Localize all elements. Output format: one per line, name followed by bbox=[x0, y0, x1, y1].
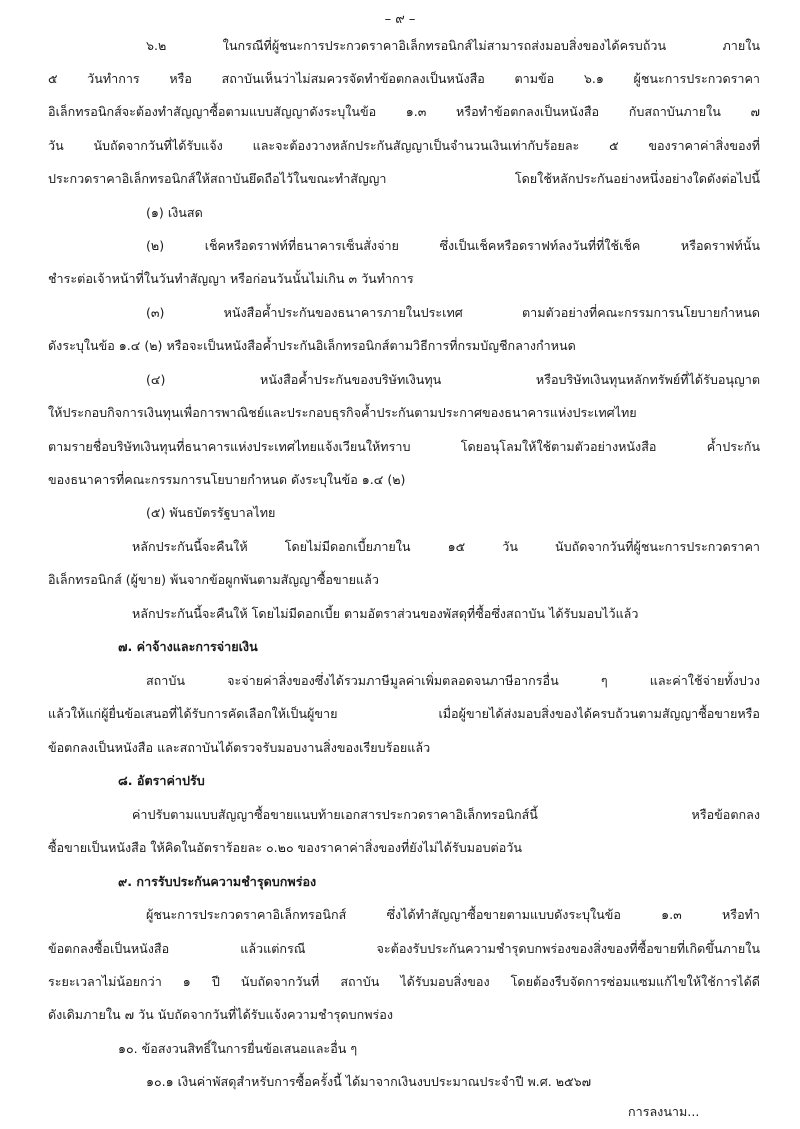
section-10-1-line: ๑๐.๑ เงินค่าพัสดุสำหรับการซื้อครั้งนี้ ได้มาจากเงินงบประมาณประจำปี พ.ศ. ๒๕๖๗ bbox=[146, 1074, 592, 1089]
guarantee-return-line-2: อิเล็กทรอนิกส์ (ผู้ขาย) พ้นจากข้อผูกพันตามสัญญาซื้อขายแล้ว bbox=[48, 572, 379, 587]
section-10-heading: ๑๐. ข้อสงวนสิทธิ์ในการยื่นข้อเสนอและอื่น ๆ bbox=[118, 1041, 358, 1056]
item-4-line-2: ให้ประกอบกิจการเงินทุนเพื่อการพาณิชย์และประกอบธุรกิจค้ำประกันตามประกาศของธนาคารแห่งประเทศไทย bbox=[48, 405, 637, 420]
item-4-line-4: ของธนาคารที่คณะกรรมการนโยบายกำหนด ดังระบุในข้อ ๑.๔ (๒) bbox=[48, 472, 406, 487]
section-7-line-1: สถาบัน จะจ่ายค่าสิ่งของซึ่งได้รวมภาษีมูลค่าเพิ่มตลอดจนภาษีอากรอื่น ๆ และค่าใช้จ่ายทั้งปวง bbox=[146, 673, 760, 688]
section-9-line-4: ดังเดิมภายใน ๗ วัน นับถัดจากวันที่ได้รับแจ้งความชำรุดบกพร่อง bbox=[48, 1007, 393, 1022]
item-5-bonds: (๕) พันธบัตรรัฐบาลไทย bbox=[146, 505, 276, 520]
para-6-2-line-5: ประกวดราคาอิเล็กทรอนิกส์ให้สถาบันยึดถือไว้ในขณะทำสัญญา โดยใช้หลักประกันอย่างหนึ่งอย่างใดดังต่อไปนี้ bbox=[48, 171, 760, 186]
section-8-line-2: ซื้อขายเป็นหนังสือ ให้คิดในอัตราร้อยละ ๐.๒๐ ของราคาค่าสิ่งของที่ยังไม่ได้รับมอบต่อวัน bbox=[48, 840, 522, 855]
item-3-line-2: ดังระบุในข้อ ๑.๔ (๒) หรือจะเป็นหนังสือค้ำประกันอิเล็กทรอนิกส์ตามวิธีการที่กรมบัญชีกลางกำหนด bbox=[48, 338, 576, 353]
item-2-line-1: (๒) เช็คหรือดราฟท์ที่ธนาคารเซ็นสั่งจ่าย ซึ่งเป็นเช็คหรือดราฟท์ลงวันที่ที่ใช้เช็ค หรือดราฟท์นั้น bbox=[146, 238, 760, 253]
item-4-line-1: (๔) หนังสือค้ำประกันของบริษัทเงินทุน หรือบริษัทเงินทุนหลักทรัพย์ที่ได้รับอนุญาต bbox=[146, 372, 760, 387]
section-9-line-3: ระยะเวลาไม่น้อยกว่า ๑ ปี นับถัดจากวันที่ สถาบัน ได้รับมอบสิ่งของ โดยต้องรีบจัดการซ่อมแซมแก้ไขให้ใช้การได้ดี bbox=[48, 974, 760, 989]
item-4-line-3: ตามรายชื่อบริษัทเงินทุนที่ธนาคารแห่งประเทศไทยแจ้งเวียนให้ทราบ โดยอนุโลมให้ใช้ตามตัวอย่างหนังสือ ค้ำประกัน bbox=[48, 439, 760, 454]
section-7-line-2: แล้วให้แก่ผู้ยื่นข้อเสนอที่ได้รับการคัดเลือกให้เป็นผู้ขาย เมื่อผู้ขายได้ส่งมอบสิ่งของได้ครบถ้วนตามสัญญาซื้อขายหรือ bbox=[48, 706, 760, 721]
section-7-heading: ๗. ค่าจ้างและการจ่ายเงิน bbox=[118, 639, 258, 654]
para-6-2-line-2: ๕ วันทำการ หรือ สถาบันเห็นว่าไม่สมควรจัดทำข้อตกลงเป็นหนังสือ ตามข้อ ๖.๑ ผู้ชนะการประกวดราคา bbox=[48, 71, 760, 86]
section-9-line-2: ข้อตกลงซื้อเป็นหนังสือ แล้วแต่กรณี จะต้องรับประกันความชำรุดบกพร่องของสิ่งของที่ซื้อขายที่เกิดขึ้นภายใน bbox=[48, 941, 760, 956]
section-7-line-3: ข้อตกลงเป็นหนังสือ และสถาบันได้ตรวจรับมอบงานสิ่งของเรียบร้อยแล้ว bbox=[48, 740, 431, 755]
section-9-heading: ๙. การรับประกันความชำรุดบกพร่อง bbox=[118, 874, 317, 889]
item-1-cash: (๑) เงินสด bbox=[146, 205, 203, 220]
page-number: – ๙ – bbox=[384, 12, 416, 27]
section-8-line-1: ค่าปรับตามแบบสัญญาซื้อขายแนบท้ายเอกสารประกวดราคาอิเล็กทรอนิกส์นี้ หรือข้อตกลง bbox=[132, 807, 760, 822]
continuation-footer: การลงนาม... bbox=[628, 1104, 700, 1119]
section-8-heading: ๘. อัตราค่าปรับ bbox=[118, 773, 205, 788]
guarantee-return-line-1: หลักประกันนี้จะคืนให้ โดยไม่มีดอกเบี้ยภายใน ๑๕ วัน นับถัดจากวันที่ผู้ชนะการประกวดราคา bbox=[132, 539, 760, 554]
para-6-2-line-1: ๖.๒ ในกรณีที่ผู้ชนะการประกวดราคาอิเล็กทรอนิกส์ไม่สามารถส่งมอบสิ่งของได้ครบถ้วน ภายใน bbox=[146, 38, 760, 53]
section-9-line-1: ผู้ชนะการประกวดราคาอิเล็กทรอนิกส์ ซึ่งได้ทำสัญญาซื้อขายตามแบบดังระบุในข้อ ๑.๓ หรือทำ bbox=[146, 907, 760, 922]
guarantee-return-partial: หลักประกันนี้จะคืนให้ โดยไม่มีดอกเบี้ย ตามอัตราส่วนของพัสดุที่ซื้อซึ่งสถาบัน ได้รับมอบไว้แล้ว bbox=[132, 606, 639, 621]
item-3-line-1: (๓) หนังสือค้ำประกันของธนาคารภายในประเทศ ตามตัวอย่างที่คณะกรรมการนโยบายกำหนด bbox=[146, 305, 760, 320]
para-6-2-line-3: อิเล็กทรอนิกส์จะต้องทำสัญญาซื้อตามแบบสัญญาดังระบุในข้อ ๑.๓ หรือทำข้อตกลงเป็นหนังสือ กับสถาบันภายใน ๗ bbox=[48, 104, 760, 119]
para-6-2-line-4: วัน นับถัดจากวันที่ได้รับแจ้ง และจะต้องวางหลักประกันสัญญาเป็นจำนวนเงินเท่ากับร้อยละ ๕ ของราคาค่าสิ่งของที่ bbox=[48, 138, 760, 153]
item-2-line-2: ชำระต่อเจ้าหน้าที่ในวันทำสัญญา หรือก่อนวันนั้นไม่เกิน ๓ วันทำการ bbox=[48, 271, 414, 286]
